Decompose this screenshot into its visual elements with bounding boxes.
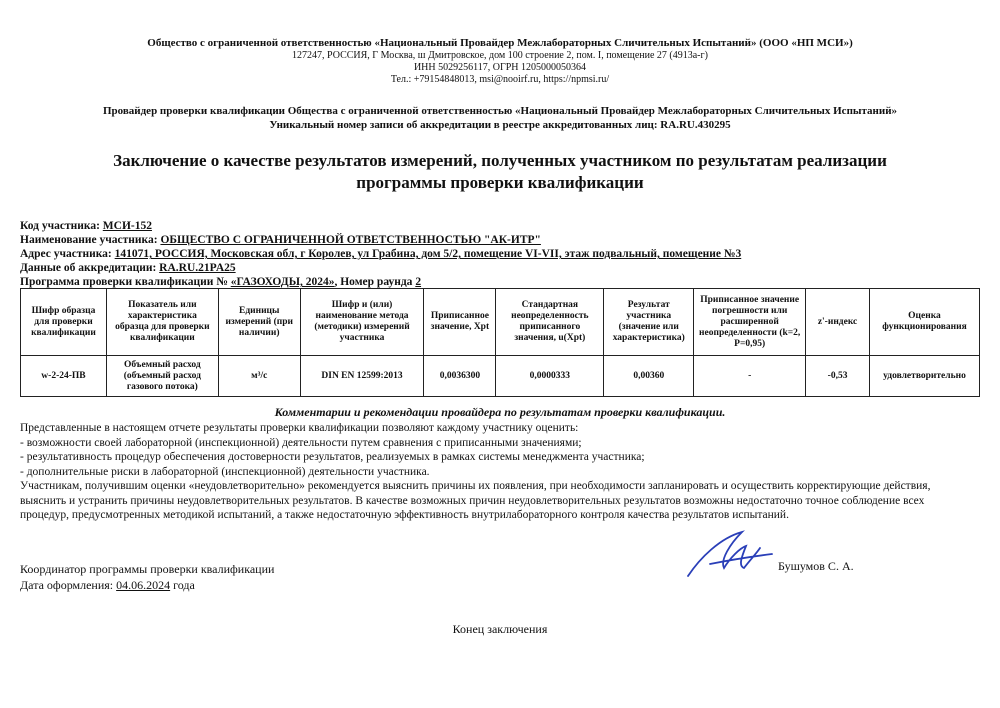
program-name: «ГАЗОХОДЫ, 2024» (230, 276, 335, 288)
comments-intro: Представленные в настоящем отчете результаты проверки квалификации позволяют каждому участнику оценить: (20, 422, 579, 434)
participant-name-row (20, 233, 990, 247)
cell-characteristic: Объемный расход (объемный расход газового потока) (106, 356, 218, 397)
round-label: , Номер раунда (334, 276, 413, 288)
header-assigned-value: Приписанное значение, Xpt (424, 289, 496, 356)
cell-units: м³/с (218, 356, 300, 397)
table-row (21, 356, 980, 397)
provider-line: Провайдер проверки квалификации Общества с ограниченной ответственностью «Национальный Провайдер Межлабораторных Сличительных Испытаний» (102, 105, 898, 117)
header-units: Единицы измерений (при наличии) (218, 289, 300, 356)
handwritten-signature (680, 518, 780, 588)
issue-date-row (20, 577, 274, 593)
round-number: 2 (415, 276, 422, 288)
header-uncertainty: Стандартная неопределенность приписанного значения, u(Xpt) (496, 289, 604, 356)
issue-date: 04.06.2024 (116, 578, 171, 592)
results-table (20, 288, 980, 397)
accreditation-row (20, 261, 990, 275)
header-evaluation: Оценка функционирования (870, 289, 980, 356)
document-end: Конец заключения (452, 622, 548, 636)
address-label: Адрес участника: (20, 248, 112, 260)
header-z-index: z'-индекс (806, 289, 870, 356)
org-address: 127247, РОССИЯ, Г Москва, ш Дмитровское, дом 100 строение 2, пом. I, помещение 27 (4913а-г) (292, 50, 708, 61)
coordinator-role: Координатор программы проверки квалификации (20, 562, 275, 576)
title-line-1: Заключение о качестве результатов измерений, полученных участником по результатам реализации (113, 151, 887, 170)
name-label: Наименование участника: (20, 234, 158, 246)
comments-bullet: - дополнительные риски в лабораторной (инспекционной) деятельности участника. (20, 465, 430, 478)
code-label: Код участника: (20, 220, 100, 232)
cell-method: DIN EN 12599:2013 (300, 356, 424, 397)
participant-code-row (20, 219, 990, 233)
signature-block (20, 561, 274, 593)
org-contacts: Тел.: +79154848013, msi@nooirf.ru, https://npmsi.ru/ (390, 74, 610, 85)
cell-expanded-uncertainty: - (694, 356, 806, 397)
comments-title: Комментарии и рекомендации провайдера по результатам проверки квалификации. (274, 405, 726, 419)
cell-evaluation: удовлетворительно (870, 356, 980, 397)
cell-z-index: -0,53 (806, 356, 870, 397)
header-sample-code: Шифр образца для проверки квалификации (21, 289, 107, 356)
table-header-row (21, 289, 980, 356)
signature-stroke (688, 532, 772, 576)
date-label: Дата оформления: (20, 578, 114, 592)
signatory-name: Бушумов С. А. (778, 559, 854, 573)
cell-assigned-value: 0,0036300 (424, 356, 496, 397)
cell-result: 0,00360 (604, 356, 694, 397)
provider-block (0, 104, 1000, 132)
header-characteristic: Показатель или характеристика образца для проверки квалификации (106, 289, 218, 356)
org-inn: ИНН 5029256117, ОГРН 1205000050364 (413, 62, 587, 73)
comments-bullet: - возможности своей лабораторной (инспекционной) деятельности путем сравнения с приписанными значениями; (20, 436, 582, 449)
page-title (30, 150, 970, 194)
comments-body (20, 421, 970, 523)
program-label: Программа проверки квалификации № (20, 276, 228, 288)
header-expanded-uncertainty: Приписанное значение погрешности или расширенной неопределенности (k=2, P=0,95) (694, 289, 806, 356)
program-row (20, 275, 990, 289)
date-suffix: года (173, 578, 195, 592)
cell-sample-code: w-2-24-ПВ (21, 356, 107, 397)
participant-name: ОБЩЕСТВО С ОГРАНИЧЕННОЙ ОТВЕТСТВЕННОСТЬЮ "АК-ИТР" (160, 234, 541, 246)
org-name: Общество с ограниченной ответственностью «Национальный Провайдер Межлабораторных Сличительных Испытаний» (ООО «НП МСИ») (147, 37, 853, 49)
participant-code: МСИ-152 (102, 220, 152, 232)
document-header (0, 36, 1000, 86)
header-result: Результат участника (значение или характеристика) (604, 289, 694, 356)
participant-address: 141071, РОССИЯ, Московская обл, г Королев, ул Грабина, дом 5/2, помещение VI-VII, этаж подвальный, помещение №3 (114, 248, 742, 260)
accreditation-record: Уникальный номер записи об аккредитации в реестре аккредитованных лиц: RA.RU.430295 (269, 119, 731, 131)
title-line-2: программы проверки квалификации (356, 173, 644, 192)
header-method: Шифр и (или) наименование метода (методики) измерений участника (300, 289, 424, 356)
accreditation-number: RA.RU.21PA25 (159, 262, 236, 274)
comments-bullet: - результативность процедур обеспечения достоверности результатов, реализуемых в рамках системы менеджмента участника; (20, 451, 645, 463)
cell-uncertainty: 0,0000333 (496, 356, 604, 397)
comments-recommendation: Участникам, получившим оценки «неудовлетворительно» рекомендуется выяснить причины их появления, при необходимости запланировать и осуществить корректирующие действия, выяснить и устранить причины неудовлетворительных результатов. В качестве возможных причин неудовлетворительных результатов возможны недостаточно точное соблюдение всех процедур, предусмотренных методикой испытаний, а также недостаточную эффективность внутрилабораторного контроля качества результатов испытаний. (20, 480, 931, 521)
accreditation-label: Данные об аккредитации: (20, 262, 157, 274)
participant-address-row (20, 247, 990, 261)
